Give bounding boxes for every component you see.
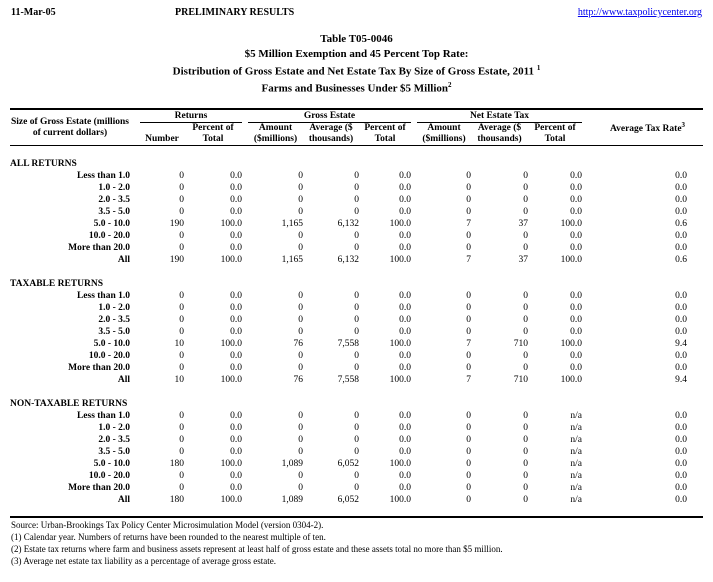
table-cell: 0 bbox=[523, 447, 528, 457]
table-cell: 0 bbox=[179, 171, 184, 181]
table-cell: 0.0 bbox=[570, 183, 582, 193]
table-cell: 0 bbox=[179, 447, 184, 457]
table-cell: 0.0 bbox=[570, 207, 582, 217]
table-cell: 0.0 bbox=[399, 183, 411, 193]
table-cell: 0 bbox=[298, 363, 303, 373]
table-cell: 9.4 bbox=[675, 339, 687, 349]
table-cell: 0.0 bbox=[675, 483, 687, 493]
source-note: Source: Urban-Brookings Tax Policy Center Microsimulation Model (version 0304-2). bbox=[11, 520, 324, 530]
table-cell: 0.0 bbox=[675, 411, 687, 421]
table-cell: 0.0 bbox=[230, 435, 242, 445]
table-cell: n/a bbox=[570, 447, 582, 457]
table-cell: 0 bbox=[354, 435, 359, 445]
table-cell: 100.0 bbox=[220, 375, 242, 385]
table-cell: 0.0 bbox=[230, 351, 242, 361]
table-cell: 190 bbox=[169, 255, 184, 265]
table-cell: n/a bbox=[570, 495, 582, 505]
table-cell: 0 bbox=[354, 231, 359, 241]
table-cell: 0 bbox=[523, 423, 528, 433]
table-cell: 0 bbox=[354, 471, 359, 481]
section-title: TAXABLE RETURNS bbox=[10, 279, 103, 289]
table-cell: 0.0 bbox=[399, 171, 411, 181]
number-header: Number bbox=[140, 123, 184, 146]
table-cell: 1,089 bbox=[281, 495, 303, 505]
table-cell: 0 bbox=[466, 423, 471, 433]
row-label: 5.0 - 10.0 bbox=[93, 459, 130, 469]
table-cell: 0 bbox=[298, 423, 303, 433]
table-cell: 100.0 bbox=[220, 339, 242, 349]
table-cell: 0 bbox=[298, 291, 303, 301]
table-cell: 100.0 bbox=[560, 375, 582, 385]
table-cell: 0 bbox=[298, 435, 303, 445]
table-cell: 0 bbox=[298, 315, 303, 325]
table-cell: 100.0 bbox=[560, 339, 582, 349]
table-cell: 0 bbox=[466, 471, 471, 481]
table-cell: 0.0 bbox=[230, 483, 242, 493]
table-cell: 0 bbox=[523, 291, 528, 301]
table-cell: 0.0 bbox=[230, 291, 242, 301]
table-cell: 0 bbox=[179, 423, 184, 433]
table-cell: 0 bbox=[298, 327, 303, 337]
table-cell: 0 bbox=[179, 483, 184, 493]
table-row bbox=[10, 254, 703, 266]
table-cell: 0 bbox=[354, 195, 359, 205]
preliminary-label: PRELIMINARY RESULTS bbox=[175, 7, 295, 18]
table-cell: 0.0 bbox=[675, 291, 687, 301]
row-label: 10.0 - 20.0 bbox=[88, 351, 130, 361]
table-cell: 0 bbox=[466, 351, 471, 361]
table-cell: 0.0 bbox=[399, 423, 411, 433]
table-cell: 0 bbox=[523, 183, 528, 193]
table-cell: 0 bbox=[179, 435, 184, 445]
table-cell: 0 bbox=[298, 303, 303, 313]
table-cell: 0.0 bbox=[675, 495, 687, 505]
avg-tax-rate-header: Average Tax Rate$^3$ bbox=[592, 110, 703, 146]
table-cell: 0.0 bbox=[399, 195, 411, 205]
table-row bbox=[10, 230, 703, 242]
table-cell: 0 bbox=[523, 303, 528, 313]
table-row bbox=[10, 338, 703, 350]
table-cell: 0 bbox=[298, 231, 303, 241]
table-cell: 0.0 bbox=[230, 183, 242, 193]
row-label: 2.0 - 3.5 bbox=[98, 315, 130, 325]
table-cell: 100.0 bbox=[560, 255, 582, 265]
returns-group-header: Returns bbox=[140, 110, 242, 123]
footnote-1: (1) Calendar year. Numbers of returns have been rounded to the nearest multiple of ten. bbox=[11, 532, 326, 542]
table-row bbox=[10, 170, 703, 182]
table-row bbox=[10, 470, 703, 482]
table-cell: 0 bbox=[179, 351, 184, 361]
table-cell: 0.0 bbox=[399, 447, 411, 457]
table-cell: 0 bbox=[179, 363, 184, 373]
table-cell: 0.0 bbox=[399, 315, 411, 325]
table-cell: 7,558 bbox=[337, 375, 359, 385]
table-cell: 0 bbox=[354, 291, 359, 301]
table-cell: n/a bbox=[570, 411, 582, 421]
table-row bbox=[10, 194, 703, 206]
footnotes bbox=[11, 519, 503, 567]
table-cell: 0 bbox=[523, 495, 528, 505]
table-row bbox=[10, 446, 703, 458]
table-cell: 0 bbox=[354, 171, 359, 181]
table-cell: 0 bbox=[298, 471, 303, 481]
table-cell: 0.0 bbox=[570, 231, 582, 241]
table-cell: 0.0 bbox=[675, 231, 687, 241]
section-title: NON-TAXABLE RETURNS bbox=[10, 399, 128, 409]
table-cell: 0 bbox=[466, 483, 471, 493]
gross-pct-header: Percent of Total bbox=[359, 123, 411, 146]
table-cell: 0.0 bbox=[675, 363, 687, 373]
table-cell: 0.0 bbox=[675, 243, 687, 253]
table-cell: 7 bbox=[466, 339, 471, 349]
table-cell: 0 bbox=[466, 327, 471, 337]
table-cell: n/a bbox=[570, 435, 582, 445]
table-cell: n/a bbox=[570, 471, 582, 481]
table-cell: 0 bbox=[298, 183, 303, 193]
table-row bbox=[10, 326, 703, 338]
table-cell: 190 bbox=[169, 219, 184, 229]
table-cell: n/a bbox=[570, 423, 582, 433]
table-cell: 0 bbox=[298, 351, 303, 361]
table-cell: 0 bbox=[179, 471, 184, 481]
table-cell: 1,165 bbox=[281, 255, 303, 265]
row-label: 1.0 - 2.0 bbox=[98, 183, 130, 193]
table-cell: 1,165 bbox=[281, 219, 303, 229]
table-cell: 0.0 bbox=[675, 195, 687, 205]
table-cell: 0.0 bbox=[675, 171, 687, 181]
table-number: Table T05-0046 bbox=[320, 33, 393, 45]
table-cell: 0.0 bbox=[230, 423, 242, 433]
table-cell: 0.0 bbox=[570, 303, 582, 313]
table-cell: 0.0 bbox=[399, 483, 411, 493]
table-cell: 9.4 bbox=[675, 375, 687, 385]
website-link[interactable]: http://www.taxpolicycenter.org bbox=[577, 7, 702, 18]
table-cell: 0.0 bbox=[230, 243, 242, 253]
table-cell: 100.0 bbox=[389, 375, 411, 385]
table-cell: 0 bbox=[179, 303, 184, 313]
table-cell: 0 bbox=[466, 171, 471, 181]
table-cell: 0 bbox=[354, 243, 359, 253]
table-cell: 0.0 bbox=[675, 471, 687, 481]
table-cell: 0 bbox=[179, 207, 184, 217]
table-cell: 0.0 bbox=[675, 423, 687, 433]
table-cell: 0 bbox=[523, 411, 528, 421]
tax-average-header: Average ($ thousands) bbox=[471, 123, 528, 146]
table-cell: 0 bbox=[523, 363, 528, 373]
table-cell: 0 bbox=[466, 435, 471, 445]
table-cell: 0 bbox=[466, 315, 471, 325]
row-label: 3.5 - 5.0 bbox=[98, 207, 130, 217]
table-cell: 0 bbox=[523, 435, 528, 445]
table-cell: 0.0 bbox=[230, 171, 242, 181]
table-cell: 7 bbox=[466, 255, 471, 265]
table-cell: 1,089 bbox=[281, 459, 303, 469]
table-cell: 100.0 bbox=[389, 219, 411, 229]
table-cell: 6,132 bbox=[337, 219, 359, 229]
table-cell: 0 bbox=[466, 183, 471, 193]
table-subtitle: $5 Million Exemption and 45 Percent Top Rate: bbox=[244, 48, 469, 60]
tax-amount-header: Amount ($millions) bbox=[417, 123, 471, 146]
table-cell: 100.0 bbox=[389, 495, 411, 505]
table-row bbox=[10, 362, 703, 374]
table-cell: 0 bbox=[466, 495, 471, 505]
row-label: 3.5 - 5.0 bbox=[98, 447, 130, 457]
table-cell: 76 bbox=[293, 375, 303, 385]
table-cell: 0 bbox=[354, 411, 359, 421]
table-cell: 0.0 bbox=[399, 291, 411, 301]
row-label: All bbox=[117, 255, 130, 265]
table-cell: 7,558 bbox=[337, 339, 359, 349]
table-cell: 6,052 bbox=[337, 459, 359, 469]
estate-tax-table bbox=[10, 108, 703, 518]
table-cell: 0 bbox=[179, 231, 184, 241]
table-subject: Farms and Businesses Under $5 Million$^2$ bbox=[261, 81, 452, 95]
table-cell: 0 bbox=[179, 411, 184, 421]
table-cell: 100.0 bbox=[560, 219, 582, 229]
table-cell: 0 bbox=[354, 351, 359, 361]
table-cell: 0 bbox=[354, 183, 359, 193]
table-cell: 0.0 bbox=[675, 183, 687, 193]
report-date: 11-Mar-05 bbox=[11, 7, 56, 18]
table-cell: 0 bbox=[298, 411, 303, 421]
table-cell: 6,052 bbox=[337, 495, 359, 505]
table-row bbox=[10, 458, 703, 470]
table-row bbox=[10, 206, 703, 218]
table-cell: 10 bbox=[174, 339, 184, 349]
table-cell: 0 bbox=[466, 363, 471, 373]
table-cell: 0.0 bbox=[570, 243, 582, 253]
section-title: ALL RETURNS bbox=[10, 159, 77, 169]
table-cell: 0.0 bbox=[230, 303, 242, 313]
table-cell: 0.0 bbox=[675, 435, 687, 445]
table-cell: 0 bbox=[466, 411, 471, 421]
row-label: 10.0 - 20.0 bbox=[88, 231, 130, 241]
table-cell: 0 bbox=[298, 243, 303, 253]
size-column-header: Size of Gross Estate (millions of current dollars) bbox=[10, 110, 130, 146]
table-cell: 0.0 bbox=[675, 459, 687, 469]
table-cell: 0.0 bbox=[399, 471, 411, 481]
table-cell: 0 bbox=[354, 327, 359, 337]
table-cell: 0 bbox=[466, 447, 471, 457]
table-cell: 0 bbox=[523, 471, 528, 481]
table-cell: 0 bbox=[298, 447, 303, 457]
table-cell: 0 bbox=[523, 171, 528, 181]
table-cell: 0 bbox=[179, 327, 184, 337]
table-cell: n/a bbox=[570, 483, 582, 493]
table-row bbox=[10, 182, 703, 194]
table-cell: 0.0 bbox=[675, 327, 687, 337]
table-cell: 0 bbox=[523, 351, 528, 361]
table-cell: 0.0 bbox=[399, 435, 411, 445]
table-cell: 0.0 bbox=[230, 411, 242, 421]
table-cell: 0.0 bbox=[230, 447, 242, 457]
table-cell: 0 bbox=[466, 243, 471, 253]
table-cell: 0.6 bbox=[675, 255, 687, 265]
table-row bbox=[10, 302, 703, 314]
table-cell: 0 bbox=[298, 171, 303, 181]
table-cell: 0.0 bbox=[570, 327, 582, 337]
table-cell: 0.0 bbox=[399, 363, 411, 373]
table-cell: 0 bbox=[354, 447, 359, 457]
table-cell: 0.0 bbox=[399, 411, 411, 421]
table-row bbox=[10, 422, 703, 434]
table-cell: 76 bbox=[293, 339, 303, 349]
table-cell: 0 bbox=[354, 363, 359, 373]
row-label: More than 20.0 bbox=[68, 363, 130, 373]
row-label: Less than 1.0 bbox=[76, 291, 130, 301]
table-cell: 100.0 bbox=[220, 495, 242, 505]
table-cell: 0.0 bbox=[230, 327, 242, 337]
table-cell: 0 bbox=[179, 291, 184, 301]
row-label: 10.0 - 20.0 bbox=[88, 471, 130, 481]
table-cell: 0 bbox=[179, 183, 184, 193]
table-cell: 0 bbox=[354, 423, 359, 433]
table-cell: 0.0 bbox=[399, 327, 411, 337]
table-cell: 0 bbox=[354, 315, 359, 325]
tax-pct-header: Percent of Total bbox=[528, 123, 582, 146]
table-cell: 0.0 bbox=[675, 351, 687, 361]
table-cell: 0 bbox=[523, 231, 528, 241]
table-cell: 0.0 bbox=[675, 315, 687, 325]
table-cell: 0 bbox=[466, 303, 471, 313]
table-cell: 0.0 bbox=[230, 207, 242, 217]
table-cell: 0 bbox=[298, 207, 303, 217]
table-cell: 0.0 bbox=[230, 231, 242, 241]
returns-pct-header: Percent of Total bbox=[184, 123, 242, 146]
table-cell: 0.0 bbox=[399, 351, 411, 361]
table-cell: 7 bbox=[466, 375, 471, 385]
table-row bbox=[10, 434, 703, 446]
table-row bbox=[10, 482, 703, 494]
table-cell: 710 bbox=[513, 339, 528, 349]
row-label: 2.0 - 3.5 bbox=[98, 435, 130, 445]
table-description: Distribution of Gross Estate and Net Estate Tax By Size of Gross Estate, 2011 $^1$ bbox=[172, 64, 541, 78]
net-estate-tax-group-header: Net Estate Tax bbox=[417, 110, 582, 123]
row-label: 2.0 - 3.5 bbox=[98, 195, 130, 205]
table-cell: 0 bbox=[523, 327, 528, 337]
table-cell: 0 bbox=[466, 231, 471, 241]
table-cell: 0 bbox=[523, 483, 528, 493]
gross-average-header: Average ($ thousands) bbox=[303, 123, 359, 146]
table-cell: 0.0 bbox=[230, 195, 242, 205]
footnote-3: (3) Average net estate tax liability as a percentage of average gross estate. bbox=[11, 556, 276, 566]
table-cell: 180 bbox=[169, 459, 184, 469]
table-cell: 6,132 bbox=[337, 255, 359, 265]
table-cell: 0 bbox=[298, 195, 303, 205]
table-cell: 0.0 bbox=[675, 303, 687, 313]
table-cell: 0 bbox=[466, 195, 471, 205]
table-cell: 180 bbox=[169, 495, 184, 505]
table-cell: 0 bbox=[466, 459, 471, 469]
table-cell: 100.0 bbox=[389, 339, 411, 349]
row-label: Less than 1.0 bbox=[76, 171, 130, 181]
table-cell: 0.0 bbox=[570, 315, 582, 325]
table-cell: 0 bbox=[523, 459, 528, 469]
row-label: More than 20.0 bbox=[68, 243, 130, 253]
table-cell: 0.0 bbox=[399, 303, 411, 313]
footnote-2: (2) Estate tax returns where farm and business assets represent at least half of gross estate and these assets total no more than $5 million. bbox=[11, 544, 503, 554]
table-cell: 0 bbox=[523, 195, 528, 205]
table-cell: 100.0 bbox=[389, 255, 411, 265]
table-cell: 37 bbox=[518, 219, 528, 229]
table-cell: 100.0 bbox=[220, 219, 242, 229]
table-cell: 0.0 bbox=[570, 291, 582, 301]
row-label: 1.0 - 2.0 bbox=[98, 303, 130, 313]
table-cell: 0 bbox=[354, 303, 359, 313]
table-row bbox=[10, 242, 703, 254]
row-label: Less than 1.0 bbox=[76, 411, 130, 421]
table-cell: 0.0 bbox=[399, 231, 411, 241]
table-cell: 0 bbox=[179, 315, 184, 325]
table-row bbox=[10, 494, 703, 506]
table-cell: 710 bbox=[513, 375, 528, 385]
table-cell: 0.6 bbox=[675, 219, 687, 229]
table-cell: 100.0 bbox=[389, 459, 411, 469]
table-cell: 0 bbox=[298, 483, 303, 493]
row-label: 1.0 - 2.0 bbox=[98, 423, 130, 433]
table-cell: 0 bbox=[466, 207, 471, 217]
row-label: 5.0 - 10.0 bbox=[93, 339, 130, 349]
table-cell: 0.0 bbox=[230, 363, 242, 373]
table-row bbox=[10, 374, 703, 386]
table-row bbox=[10, 290, 703, 302]
table-cell: 0.0 bbox=[570, 351, 582, 361]
gross-amount-header: Amount ($millions) bbox=[248, 123, 303, 146]
row-label: 5.0 - 10.0 bbox=[93, 219, 130, 229]
row-label: More than 20.0 bbox=[68, 483, 130, 493]
table-cell: 10 bbox=[174, 375, 184, 385]
table-cell: 0 bbox=[179, 195, 184, 205]
table-row bbox=[10, 410, 703, 422]
table-cell: 0 bbox=[466, 291, 471, 301]
table-cell: n/a bbox=[570, 459, 582, 469]
table-row bbox=[10, 314, 703, 326]
table-cell: 0 bbox=[354, 483, 359, 493]
table-cell: 0.0 bbox=[230, 471, 242, 481]
table-cell: 0 bbox=[523, 207, 528, 217]
table-cell: 0.0 bbox=[675, 207, 687, 217]
row-label: All bbox=[117, 495, 130, 505]
table-cell: 0.0 bbox=[399, 207, 411, 217]
table-row bbox=[10, 218, 703, 230]
table-cell: 7 bbox=[466, 219, 471, 229]
table-cell: 37 bbox=[518, 255, 528, 265]
table-cell: 0.0 bbox=[399, 243, 411, 253]
table-cell: 0.0 bbox=[570, 195, 582, 205]
table-row bbox=[10, 350, 703, 362]
table-cell: 100.0 bbox=[220, 255, 242, 265]
table-cell: 0 bbox=[523, 315, 528, 325]
row-label: All bbox=[117, 375, 130, 385]
table-cell: 100.0 bbox=[220, 459, 242, 469]
table-cell: 0.0 bbox=[570, 363, 582, 373]
table-cell: 0.0 bbox=[675, 447, 687, 457]
row-label: 3.5 - 5.0 bbox=[98, 327, 130, 337]
gross-estate-group-header: Gross Estate bbox=[248, 110, 411, 123]
table-cell: 0 bbox=[179, 243, 184, 253]
table-cell: 0 bbox=[354, 207, 359, 217]
table-cell: 0.0 bbox=[570, 171, 582, 181]
table-cell: 0 bbox=[523, 243, 528, 253]
table-cell: 0.0 bbox=[230, 315, 242, 325]
